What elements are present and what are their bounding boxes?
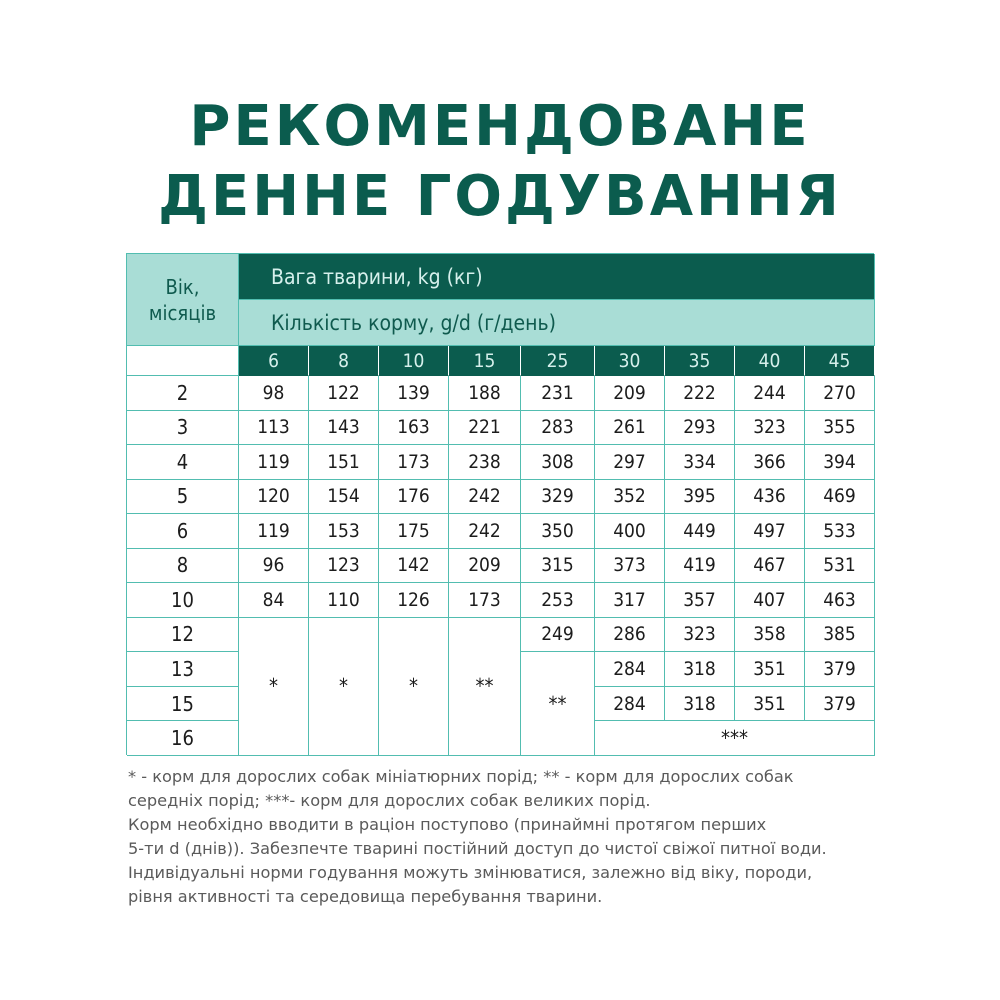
value-cell: 119 [239,514,309,549]
value-cell: 142 [379,549,449,584]
value-cell: 238 [449,445,521,480]
title-line-1: РЕКОМЕНДОВАНЕ [189,94,811,159]
value-cell: 221 [449,411,521,446]
value-cell: 355 [805,411,875,446]
value-cell: 318 [665,687,735,722]
age-cell: 5 [127,480,239,515]
value-cell: 350 [521,514,595,549]
value-cell: 123 [309,549,379,584]
value-cell: 119 [239,445,309,480]
value-cell: 209 [595,376,665,411]
value-cell: 467 [735,549,805,584]
value-cell: 173 [379,445,449,480]
value-cell: 318 [665,652,735,687]
value-cell: 497 [735,514,805,549]
footnote-marker-small: * [239,618,309,756]
value-cell: 284 [595,687,665,722]
value-cell: 84 [239,583,309,618]
value-cell: 531 [805,549,875,584]
age-cell: 2 [127,376,239,411]
value-cell: 297 [595,445,665,480]
value-cell: 231 [521,376,595,411]
age-header-blank [127,346,239,376]
footnote-line: рівня активності та середовища перебування тварини. [128,887,603,906]
value-cell: 110 [309,583,379,618]
age-cell: 6 [127,514,239,549]
value-cell: 242 [449,480,521,515]
age-cell: 10 [127,583,239,618]
weight-col-header: 8 [309,346,379,376]
value-cell: 400 [595,514,665,549]
value-cell: 351 [735,687,805,722]
feeding-table [126,253,874,755]
value-cell: 270 [805,376,875,411]
age-cell: 13 [127,652,239,687]
footnote-marker-small: * [379,618,449,756]
age-cell: 15 [127,687,239,722]
value-cell: 395 [665,480,735,515]
value-cell: 244 [735,376,805,411]
value-cell: 163 [379,411,449,446]
footnotes [128,765,888,909]
value-cell: 366 [735,445,805,480]
value-cell: 222 [665,376,735,411]
footnote-line: Корм необхідно вводити в раціон поступово (принаймні протягом перших [128,815,767,834]
weight-col-header: 15 [449,346,521,376]
value-cell: 334 [665,445,735,480]
footnote-line: середніх порід; ***- корм для дорослих собак великих порід. [128,791,651,810]
age-header-line-2: місяців [148,300,217,325]
value-cell: 407 [735,583,805,618]
value-cell: 253 [521,583,595,618]
footnote-line: 5-ти d (днів)). Забезпечте тварині постійний доступ до чистої свіжої питної води. [128,839,827,858]
value-cell: 122 [309,376,379,411]
value-cell: 175 [379,514,449,549]
value-cell: 286 [595,618,665,653]
value-cell: 173 [449,583,521,618]
value-cell: 357 [665,583,735,618]
value-cell: 351 [735,652,805,687]
weight-col-header: 30 [595,346,665,376]
page-title [0,92,1000,232]
weight-col-header: 45 [805,346,875,376]
value-cell: 449 [665,514,735,549]
value-cell: 113 [239,411,309,446]
value-cell: 284 [595,652,665,687]
age-cell: 8 [127,549,239,584]
value-cell: 329 [521,480,595,515]
age-cell: 4 [127,445,239,480]
title-line-2: ДЕННЕ ГОДУВАННЯ [158,164,842,229]
value-cell: 126 [379,583,449,618]
weight-col-header: 35 [665,346,735,376]
value-cell: 293 [665,411,735,446]
weight-col-header: 10 [379,346,449,376]
weight-header: Вага тварини, kg (кг) [239,254,875,300]
value-cell: 323 [665,618,735,653]
footnote-marker-medium: ** [521,652,595,756]
age-cell: 12 [127,618,239,653]
value-cell: 249 [521,618,595,653]
footnote-marker-small: * [309,618,379,756]
value-cell: 533 [805,514,875,549]
value-cell: 463 [805,583,875,618]
value-cell: 358 [735,618,805,653]
value-cell: 242 [449,514,521,549]
value-cell: 283 [521,411,595,446]
weight-col-header: 25 [521,346,595,376]
footnote-marker-medium: ** [449,618,521,756]
weight-col-header: 6 [239,346,309,376]
value-cell: 96 [239,549,309,584]
value-cell: 419 [665,549,735,584]
value-cell: 315 [521,549,595,584]
age-cell: 16 [127,721,239,756]
value-cell: 261 [595,411,665,446]
value-cell: 139 [379,376,449,411]
value-cell: 469 [805,480,875,515]
value-cell: 379 [805,652,875,687]
value-cell: 209 [449,549,521,584]
value-cell: 317 [595,583,665,618]
value-cell: 98 [239,376,309,411]
value-cell: 308 [521,445,595,480]
value-cell: 151 [309,445,379,480]
age-header-line-1: Вік, [165,274,200,299]
value-cell: 352 [595,480,665,515]
value-cell: 379 [805,687,875,722]
value-cell: 188 [449,376,521,411]
quantity-header: Кількість корму, g/d (г/день) [239,300,875,346]
value-cell: 323 [735,411,805,446]
footnote-marker-large: *** [595,721,875,756]
value-cell: 120 [239,480,309,515]
value-cell: 394 [805,445,875,480]
value-cell: 176 [379,480,449,515]
age-header [127,254,239,346]
footnote-line: * - корм для дорослих собак мініатюрних порід; ** - корм для дорослих собак [128,767,794,786]
value-cell: 153 [309,514,379,549]
value-cell: 154 [309,480,379,515]
value-cell: 436 [735,480,805,515]
value-cell: 373 [595,549,665,584]
footnote-line: Індивідуальні норми годування можуть змінюватися, залежно від віку, породи, [128,863,813,882]
age-cell: 3 [127,411,239,446]
value-cell: 385 [805,618,875,653]
weight-col-header: 40 [735,346,805,376]
value-cell: 143 [309,411,379,446]
